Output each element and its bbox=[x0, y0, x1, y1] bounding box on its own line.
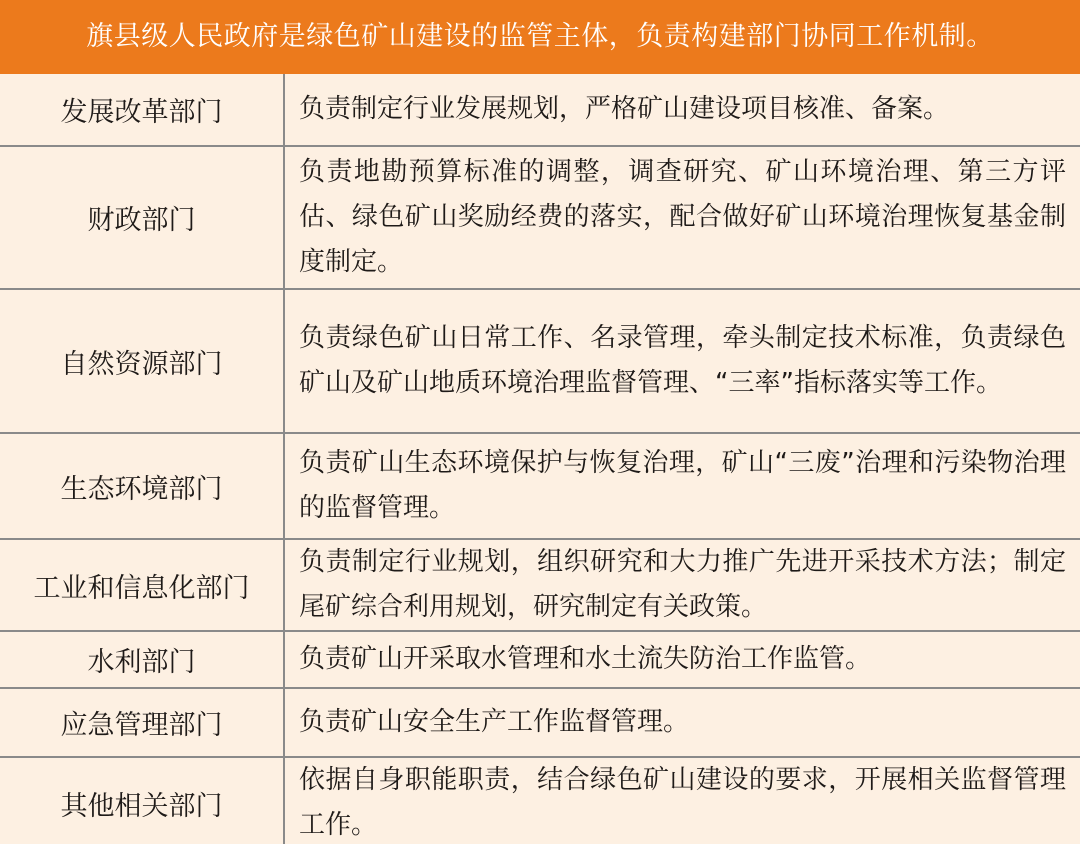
table-row bbox=[0, 539, 1080, 631]
duty-cell: 负责地勘预算标准的调整，调查研究、矿山环境治理、第三方评估、绿色矿山奖励经费的落实，配合做好矿山环境治理恢复基金制度制定。 bbox=[284, 146, 1080, 289]
table-row bbox=[0, 74, 1080, 146]
department-cell: 工业和信息化部门 bbox=[0, 539, 284, 631]
table-row bbox=[0, 289, 1080, 433]
department-duty-table bbox=[0, 74, 1080, 844]
duty-cell: 负责矿山开采取水管理和水土流失防治工作监管。 bbox=[284, 631, 1080, 688]
table-row bbox=[0, 146, 1080, 289]
department-cell: 发展改革部门 bbox=[0, 74, 284, 146]
duty-cell: 负责制定行业规划，组织研究和大力推广先进开采技术方法；制定尾矿综合利用规划，研究制定有关政策。 bbox=[284, 539, 1080, 631]
duty-cell: 负责矿山安全生产工作监督管理。 bbox=[284, 688, 1080, 757]
duty-cell: 负责矿山生态环境保护与恢复治理，矿山“三废”治理和污染物治理的监督管理。 bbox=[284, 433, 1080, 539]
duty-cell: 依据自身职能职责，结合绿色矿山建设的要求，开展相关监督管理工作。 bbox=[284, 757, 1080, 844]
duty-cell: 负责制定行业发展规划，严格矿山建设项目核准、备案。 bbox=[284, 74, 1080, 146]
department-cell: 财政部门 bbox=[0, 146, 284, 289]
department-cell: 应急管理部门 bbox=[0, 688, 284, 757]
duty-cell: 负责绿色矿山日常工作、名录管理，牵头制定技术标准，负责绿色矿山及矿山地质环境治理监督管理、“三率”指标落实等工作。 bbox=[284, 289, 1080, 433]
table-row bbox=[0, 433, 1080, 539]
department-cell: 其他相关部门 bbox=[0, 757, 284, 844]
department-cell: 生态环境部门 bbox=[0, 433, 284, 539]
table-header-title: 旗县级人民政府是绿色矿山建设的监管主体，负责构建部门协同工作机制。 bbox=[0, 0, 1080, 74]
department-cell: 自然资源部门 bbox=[0, 289, 284, 433]
department-cell: 水利部门 bbox=[0, 631, 284, 688]
table-row bbox=[0, 631, 1080, 688]
table-row bbox=[0, 688, 1080, 757]
table-row bbox=[0, 757, 1080, 844]
